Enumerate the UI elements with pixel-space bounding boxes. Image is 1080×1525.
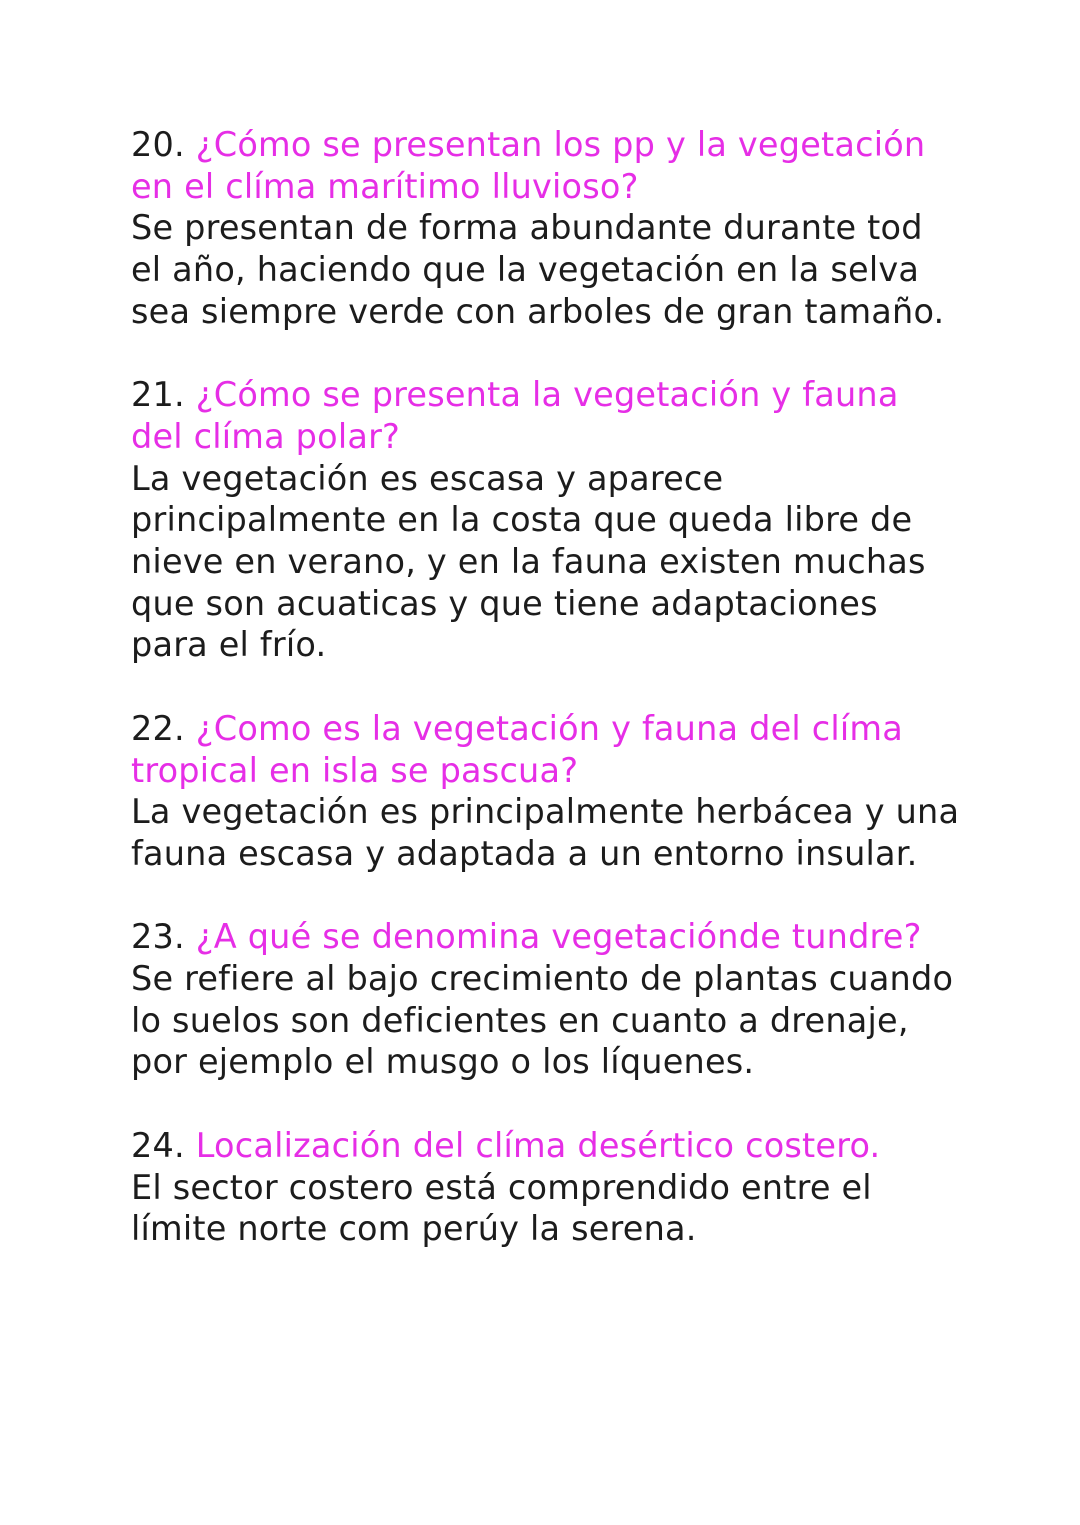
question-line [131, 1125, 961, 1167]
question-line [131, 708, 961, 791]
question-text: Localización del clíma desértico costero. [195, 1125, 881, 1165]
question-text: ¿Cómo se presenta la vegetación y fauna del clíma polar? [131, 375, 899, 456]
qa-item-23 [131, 916, 961, 1083]
question-text: ¿A qué se denomina vegetaciónde tundre? [195, 917, 922, 957]
question-number: 23. [131, 917, 185, 957]
question-number: 22. [131, 708, 185, 748]
question-text: ¿Cómo se presentan los pp y la vegetación en el clíma marítimo lluvioso? [131, 125, 926, 206]
question-number: 20. [131, 125, 185, 164]
question-line [131, 916, 961, 958]
answer-text: La vegetación es escasa y aparece principalmente en la costa que queda libre de nieve en verano, y en la fauna existen muchas que son acuaticas y que tiene adaptaciones para el frío. [131, 458, 926, 665]
answer-text: El sector costero está comprendido entre el límite norte com perúy la serena. [131, 1167, 872, 1249]
qa-item-22 [131, 708, 961, 875]
answer-text: Se presentan de forma abundante durante tod el año, haciendo que la vegetación en la selva sea siempre verde con arboles de gran tamaño. [131, 208, 945, 331]
answer-text: Se refiere al bajo crecimiento de plantas cuando lo suelos son deficientes en cuanto a drenaje, por ejemplo el musgo o los líquenes. [131, 959, 954, 1082]
question-line [131, 374, 961, 457]
qa-item-20 [131, 124, 961, 333]
question-number: 24. [131, 1125, 185, 1165]
qa-item-24 [131, 1125, 961, 1250]
answer-text: La vegetación es principalmente herbácea y una fauna escasa y adaptada a un entorno insular. [131, 792, 960, 873]
question-number: 21. [131, 375, 185, 415]
qa-item-21 [131, 374, 961, 666]
question-text: ¿Como es la vegetación y fauna del clíma tropical en isla se pascua? [131, 708, 903, 790]
question-line [131, 124, 961, 207]
notes-page [131, 124, 961, 1292]
